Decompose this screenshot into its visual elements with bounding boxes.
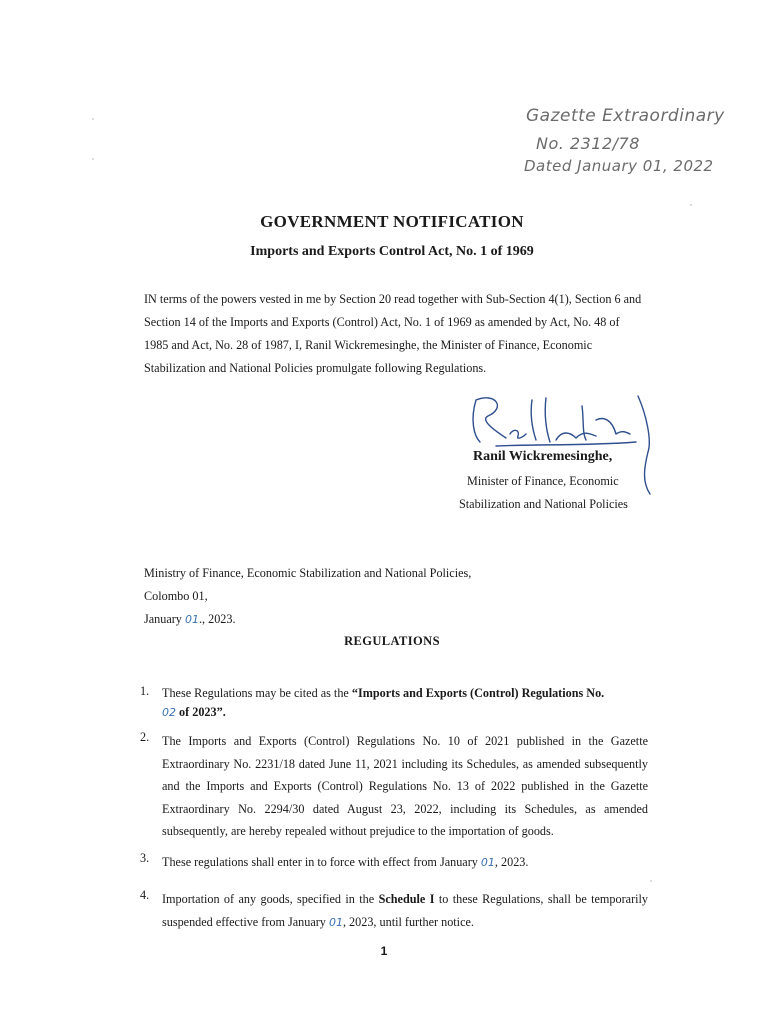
regulation-2-text: The Imports and Exports (Control) Regulations No. 10 of 2021 published in the Gazette Extraordinary No. 2231/18 dated June 11, 2021 including its Schedules, as amended subsequently and the Imports and Exports (Control) Regulations No. 13 of 2022 published in the Gazette Extraordinary No. 2294/30 dated August 23, 2022, including its Schedules, as amended subsequently, are hereby repealed without prejudice to the importation of goods. [162,734,648,838]
regulation-number: 4. [140,888,150,902]
address-date-suffix: ., 2023. [198,612,236,626]
regulation-text [162,888,648,934]
signatory-role-line2: Stabilization and National Policies [459,497,628,511]
regulation-number: 3. [140,850,150,865]
handwritten-gazette-number: No. 2312/78 [536,134,640,153]
scan-speck [92,118,94,120]
regulation-text [162,684,648,722]
address-city: Colombo 01, [144,589,208,603]
regulation-1-citation-year: of 2023”. [176,705,226,719]
regulations-heading: REGULATIONS [344,634,440,648]
regulation-4-schedule: Schedule I [378,892,435,906]
signatory-name: Ranil Wickremesinghe, [473,449,613,464]
page-number: 1 [380,944,388,958]
regulation-text [162,851,648,875]
regulation-1-handwritten-number: 02 [162,706,176,719]
address-date-prefix: January [144,612,185,626]
address-date-handwritten: 01 [184,613,199,626]
intro-paragraph: IN terms of the powers vested in me by Section 20 read together with Sub-Section 4(1), Section 6 and Section 14 of the Imports and Exports (Control) Act, No. 1 of 1969 as amended by Act, No. 48 of 1985 and Act, No. 28 of 1987, I, Ranil Wickremesinghe, the Minister of Finance, Economic Stabilization and National Policies promulgate following Regulations. [144,292,642,375]
regulation-3-handwritten-day: 01 [480,855,495,869]
scan-speck [690,204,692,206]
scan-speck [92,158,94,160]
regulations-list [130,684,648,942]
regulation-item-2 [130,730,648,843]
scan-speck [650,880,652,882]
signatory-role-line1: Minister of Finance, Economic [467,474,619,488]
regulation-1-citation: “Imports and Exports (Control) Regulations No. [351,686,605,700]
regulation-1-text: These Regulations may be cited as the [162,686,352,700]
regulation-item-4 [130,888,648,934]
address-date [144,612,236,627]
document-subtitle: Imports and Exports Control Act, No. 1 of 1969 [250,244,534,259]
regulation-4-text-end: , 2023, until further notice. [342,914,474,929]
regulation-3-text: These regulations shall enter in to force with effect from January [162,854,481,869]
handwritten-gazette-title: Gazette Extraordinary [526,106,725,126]
regulation-number: 1. [140,684,150,698]
handwritten-gazette-date: Dated January 01, 2022 [524,157,714,175]
regulation-item-1 [130,684,648,722]
regulation-4-handwritten-day: 01 [328,915,343,929]
regulation-4-text-mid: to these Regulations, shall be temporarily suspended effective from January [162,892,648,929]
address-ministry: Ministry of Finance, Economic Stabilization and National Policies, [144,566,472,580]
document-title: GOVERNMENT NOTIFICATION [260,212,524,231]
regulation-item-3 [130,851,648,875]
regulation-number: 2. [140,730,150,744]
regulation-4-text: Importation of any goods, specified in the [162,892,379,906]
regulation-3-text-end: , 2023. [494,854,529,869]
